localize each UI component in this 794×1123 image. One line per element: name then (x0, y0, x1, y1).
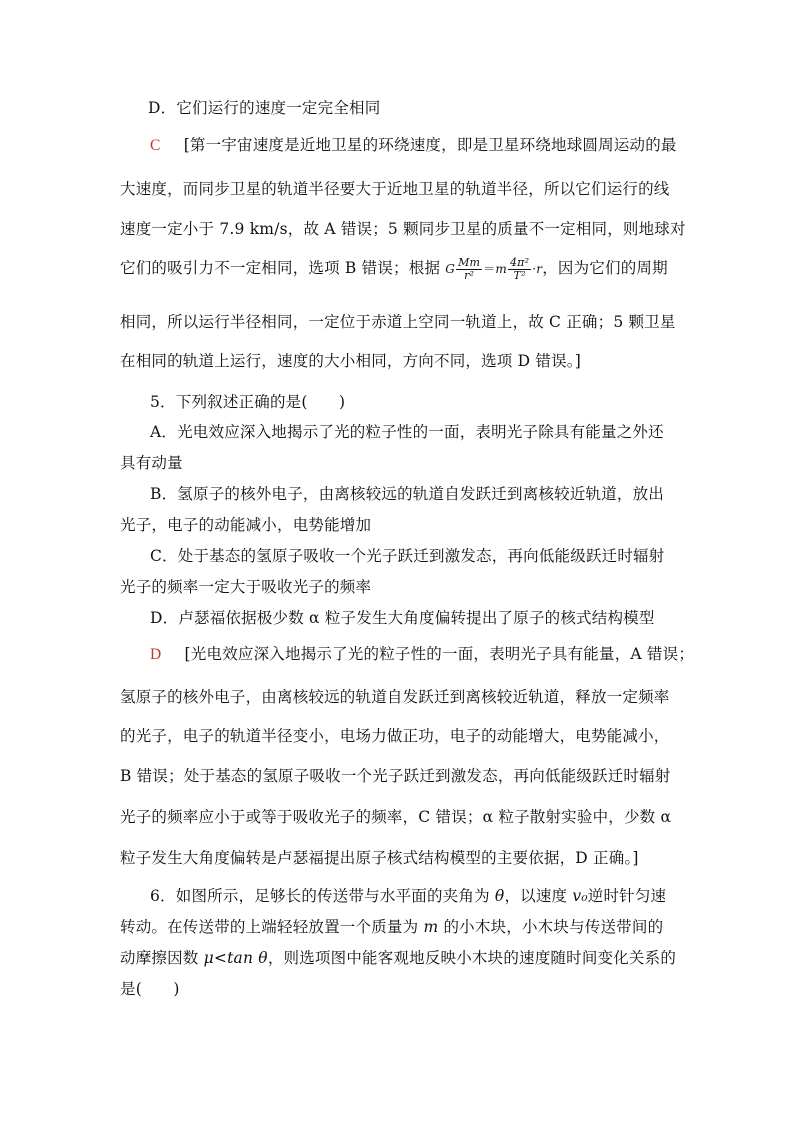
q5-explanation-line-5: 光子的频率应小于或等于吸收光子的频率，C 错误；α 粒子散射实验中，少数 α (120, 808, 672, 826)
q4-explanation-line-6: 在相同的轨道上运行，速度的大小相同，方向不同，选项 D 错误。] (120, 352, 581, 370)
q5-option-a-line-1: A．光电效应深入地揭示了光的粒子性的一面，表明光子除具有能量之外还 (150, 423, 664, 441)
q5-explanation-line-2: 氢原子的核外电子，由离核较远的轨道自发跃迁到离核较近轨道，释放一定频率 (120, 688, 670, 706)
q4-option-d: D．它们运行的速度一定完全相同 (148, 99, 381, 117)
q5-explanation-line-4: B 错误；处于基态的氢原子吸收一个光子跃迁到激发态，再向低能级跃迁时辐射 (120, 767, 671, 785)
q6-stem-line-2: 转动。在传送带的上端轻轻放置一个质量为 m 的小木块，小木块与传送带间的 (120, 918, 664, 936)
q5-option-b-line-1: B．氢原子的核外电子，由离核较远的轨道自发跃迁到离核较近轨道，放出 (150, 485, 664, 503)
q6-stem-line-4: 是( ) (120, 980, 180, 998)
q5-explanation-line-6: 粒子发生大角度偏转是卢瑟福提出原子核式结构模型的主要依据，D 正确。] (120, 849, 639, 867)
q5-explanation-line-3: 的光子，电子的轨道半径变小，电场力做正功，电子的动能增大，电势能减小， (120, 727, 670, 745)
q4-explanation-line-2: 大速度，而同步卫星的轨道半径要大于近地卫星的轨道半径，所以它们运行的线 (120, 180, 670, 198)
q5-answer: D (150, 646, 162, 663)
q4-explanation-line-5: 相同，所以运行半径相同，一定位于赤道上空同一轨道上，故 C 正确；5 颗卫星 (120, 313, 676, 331)
q4-explanation-line-3: 速度一定小于 7.9 km/s，故 A 错误；5 颗同步卫星的质量不一定相同，则地球对 (120, 220, 686, 238)
fraction-mm-over-r2: $\frac{Mm}{\text{r²}}$ (458, 255, 481, 282)
q4-explanation-line-4: 它们的吸引力不一定相同，选项 B 错误；根据 G $\frac{Mm}{\text{r²}}$ ＝m $\frac{\text{4π²}}{\text{T²}}$ ·r，因为它们的周期 (120, 255, 668, 282)
q5-option-d: D．卢瑟福依据极少数 α 粒子发生大角度偏转提出了原子的核式结构模型 (150, 609, 655, 627)
q5-explanation-line-1: D [光电效应深入地揭示了光的粒子性的一面，表明光子具有能量，A 错误； (150, 645, 695, 663)
q5-option-c-line-1: C．处于基态的氢原子吸收一个光子跃迁到激发态，再向低能级跃迁时辐射 (150, 547, 665, 565)
q5-option-b-line-2: 光子，电子的动能减小，电势能增加 (120, 516, 372, 534)
q4-explanation-line-1: C [第一宇宙速度是近地卫星的环绕速度，即是卫星环绕地球圆周运动的最 (150, 136, 677, 154)
q5-option-a-line-2: 具有动量 (120, 454, 183, 472)
q6-stem-line-1: 6．如图所示，足够长的传送带与水平面的夹角为 θ，以速度 v₀逆时针匀速 (150, 887, 667, 905)
q5-stem: 5．下列叙述正确的是( ) (150, 393, 346, 411)
q4-answer: C (150, 137, 161, 154)
q6-stem-line-3: 动摩擦因数 μ<tan θ，则选项图中能客观地反映小木块的速度随时间变化关系的 (120, 949, 677, 967)
fraction-4pi2-over-t2: $\frac{\text{4π²}}{\text{T²}}$ (509, 255, 530, 282)
q5-option-c-line-2: 光子的频率一定大于吸收光子的频率 (120, 578, 372, 596)
